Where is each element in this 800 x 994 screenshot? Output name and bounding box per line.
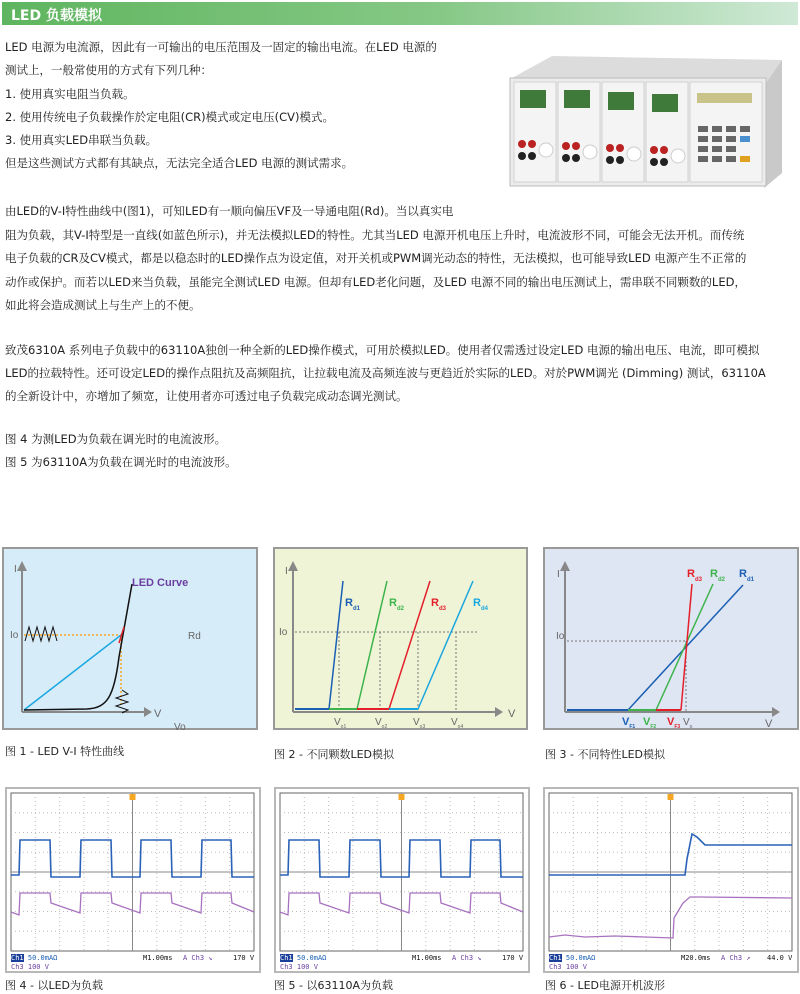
rd3-label: R: [687, 568, 695, 580]
text-line: 1. 使用真实电阻当负载。: [5, 87, 135, 101]
svg-text:Vo4: $V_{o4}$: [451, 717, 464, 730]
scope-waveforms: [276, 789, 528, 971]
text-line: 测试上，一般常使用的方式有下列几种：: [5, 63, 212, 77]
y-axis-label: I: [285, 566, 288, 577]
svg-text:VF3: $V_{F3}$: [667, 716, 681, 730]
scope-waveforms: [545, 789, 797, 971]
figure-2-caption: 图 2 - 不同颗数LED模拟: [274, 748, 395, 761]
vo-label: V: [683, 717, 690, 728]
figure-1-led-vi-curve: [2, 547, 258, 730]
io-label: Io: [10, 630, 19, 641]
vo1-label: V: [334, 717, 341, 728]
scope-waveforms: [7, 789, 259, 971]
y-axis-label: I: [557, 569, 560, 580]
section-title: LED 负载模拟: [11, 8, 102, 24]
rd3-label: R: [431, 597, 439, 609]
vo2-label: V: [375, 717, 382, 728]
svg-text:Vo2: $V_{o2}$: [375, 717, 388, 730]
text-line: 阻为负载，其V-I特型是一直线(如蓝色所示)，并无法模拟LED的特性。尤其当LED 电源开机电压上升时，电流波形不同，可能会无法开机。而传统: [5, 228, 745, 242]
rd1-label: R: [345, 597, 353, 609]
rd2-label: R: [710, 568, 718, 580]
text-line: 图 5 为63110A为负载在调光时的电流波形。: [5, 455, 237, 469]
text-line: 3. 使用真实LED串联当负载。: [5, 133, 158, 147]
x-axis-label: V: [765, 718, 773, 730]
svg-text:Vo: $V_o$: [683, 717, 693, 730]
electronic-load-product-image: [492, 48, 782, 188]
oscilloscope-figure-6: Ch1 50.0mAΩ M20.0ms A Ch3 ↗ 44.0 V Ch3 100 V: [543, 787, 799, 973]
svg-text:VF1: $V_{F1}$: [622, 716, 636, 730]
svg-text:Vo1: $V_{o1}$: [334, 717, 347, 730]
figure-5-caption: 图 5 - 以63110A为负载: [274, 979, 393, 992]
svg-text:VF2: $V_{F2}$: [643, 716, 657, 730]
text-line: 如此将会造成测试上与生产上的不便。: [5, 298, 201, 312]
section-header: [2, 2, 798, 25]
text-line: 图 4 为测LED为负载在调光时的电流波形。: [5, 432, 227, 446]
io-label: Io: [279, 627, 288, 638]
text-line: 但是这些测试方式都有其缺点，无法完全适合LED 电源的测试需求。: [5, 156, 354, 170]
text-line: 由LED的V-I特性曲线中(图1)，可知LED有一顺向偏压VF及一导通电阻(Rd)。当以真实电: [5, 204, 454, 218]
vf1-label: V: [622, 716, 630, 728]
svg-text:Rd1: $R_{d1}$: [739, 568, 754, 583]
rd-label: Rd: [188, 631, 201, 642]
vf2-label: V: [643, 716, 651, 728]
text-line: 2. 使用传统电子负载操作於定电阻(CR)模式或定电压(CV)模式。: [5, 110, 334, 124]
figure-6-caption: 图 6 - LED电源开机波形: [545, 979, 666, 992]
oscilloscope-figure-5: Ch1 50.0mAΩ M1.00ms A Ch3 ↘ 170 V Ch3 100 V: [274, 787, 530, 973]
svg-text:Rd3: $R_{d3}$: [687, 568, 702, 583]
text-line: 致茂6310A 系列电子负载中的63110A独创一种全新的LED操作模式，可用於模拟LED。使用者仅需透过设定LED 电源的输出电压、电流，即可模拟: [5, 343, 760, 357]
figure-1-caption: 图 1 - LED V-I 特性曲线: [5, 745, 125, 758]
x-axis-label: V: [508, 708, 516, 720]
vo3-label: V: [413, 717, 420, 728]
rd2-label: R: [389, 597, 397, 609]
text-line: 电子负载的CR及CV模式，都是以稳态时的LED操作点为设定值，对开关机或PWM调光动态的特性，无法模拟，也可能导致LED 电源产生不正常的: [5, 251, 747, 265]
svg-text:Rd4: $R_{d4}$: [473, 597, 488, 612]
svg-text:Rd2: $R_{d2}$: [389, 597, 404, 612]
vf3-label: V: [667, 716, 675, 728]
oscilloscope-figure-4: Ch1 50.0mAΩ M1.00ms A Ch3 ↘ 170 V Ch3 100 V: [5, 787, 261, 973]
figure-4-caption: 图 4 - 以LED为负载: [5, 979, 104, 992]
figure-2-led-count-simulation: [273, 547, 528, 730]
figure-3-led-characteristics-simulation: [543, 547, 799, 730]
svg-text:Rd3: $R_{d3}$: [431, 597, 446, 612]
text-line: LED的拉载特性。还可设定LED的操作点阻抗及高频阻抗，让拉载电流及高频连波与更趋近於实际的LED。对於PWM调光 (Dimming) 测试，63110A: [5, 366, 766, 380]
led-curve-label: LED Curve: [132, 577, 189, 589]
text-line: LED 电源为电流源，因此有一可输出的电压范围及一固定的输出电流。在LED 电源的: [5, 40, 437, 54]
io-label: Io: [556, 631, 565, 642]
vo4-label: V: [451, 717, 458, 728]
figure-3-caption: 图 3 - 不同特性LED模拟: [545, 748, 666, 761]
rd4-label: R: [473, 597, 481, 609]
y-axis-label: I: [14, 564, 17, 575]
text-line: 的全新设计中，亦增加了频宽，让使用者亦可透过电子负载完成动态调光测试。: [5, 389, 408, 403]
svg-text:Rd1: $R_{d1}$: [345, 597, 360, 612]
vo-label: Vo: [174, 722, 186, 730]
x-axis-label: V: [154, 708, 162, 720]
rd1-label: R: [739, 568, 747, 580]
svg-text:Vo3: $V_{o3}$: [413, 717, 426, 730]
svg-text:Rd2: $R_{d2}$: [710, 568, 725, 583]
text-line: 动作或保护。而若以LED来当负载，虽能完全测试LED 电源。但却有LED老化问题，及LED 电源不同的输出电压测试上，需串联不同颗数的LED，: [5, 275, 746, 289]
